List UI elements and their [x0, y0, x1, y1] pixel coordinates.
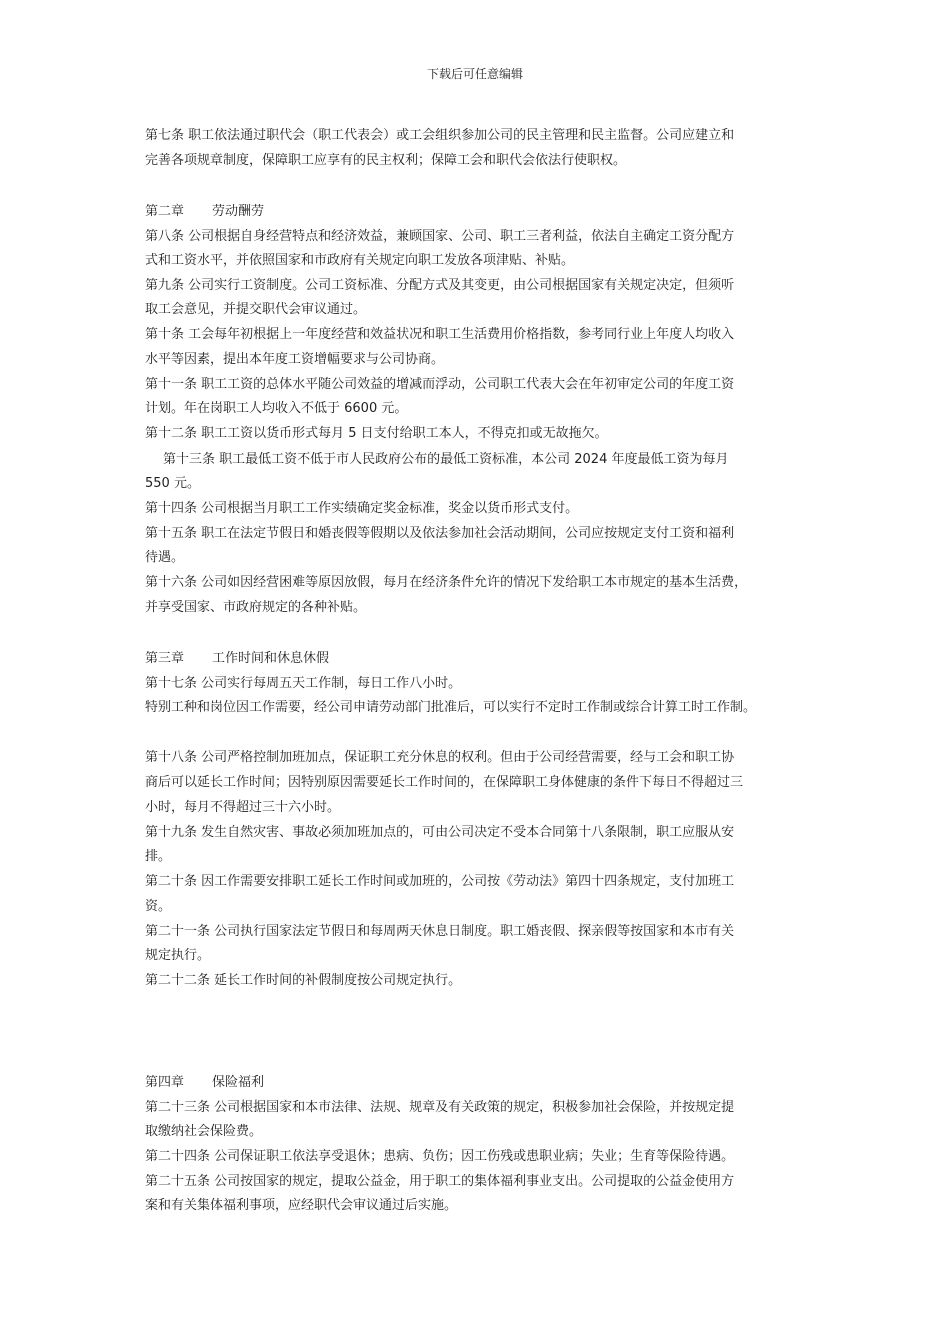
text-line: 第十六条 公司如因经营困难等原因放假，每月在经济条件允许的情况下发给职工本市规定的基本生活费，	[145, 575, 748, 590]
text-line: 计划。年在岗职工人均收入不低于 6600 元。	[145, 401, 408, 416]
text-line: 第二十一条 公司执行国家法定节假日和每周两天休息日制度。职工婚丧假、探亲假等按国家和本市有关	[145, 924, 735, 939]
text-line: 案和有关集体福利事项，应经职代会审议通过后实施。	[145, 1198, 458, 1213]
text-line: 资。	[145, 899, 172, 914]
text-line: 第二十二条 延长工作时间的补假制度按公司规定执行。	[145, 973, 462, 988]
chapter-title: 劳动酬劳	[212, 204, 265, 219]
page-header: 下载后可任意编辑	[426, 67, 523, 81]
text-line: 第十九条 发生自然灾害、事故必须加班加点的，可由公司决定不受本合同第十八条限制，职工应服从安	[145, 825, 735, 840]
text-line: 完善各项规章制度，保障职工应享有的民主权利；保障工会和职代会依法行使职权。	[145, 153, 627, 168]
text-line: 第十四条 公司根据当月职工工作实绩确定奖金标准，奖金以货币形式支付。	[145, 501, 579, 516]
text-line: 取工会意见，并提交职代会审议通过。	[145, 302, 367, 317]
text-line: 第二十五条 公司按国家的规定，提取公益金，用于职工的集体福利事业支出。公司提取的公益金使用方	[145, 1174, 735, 1189]
chapter-number: 第二章	[145, 204, 185, 219]
chapter-heading	[145, 1074, 264, 1092]
text-line: 第十三条 职工最低工资不低于市人民政府公布的最低工资标准，本公司 2024 年度最低工资为每月	[163, 452, 729, 467]
text-line: 并享受国家、市政府规定的各种补贴。	[145, 600, 367, 615]
text-line: 550 元。	[145, 476, 200, 491]
text-line: 第九条 公司实行工资制度。公司工资标准、分配方式及其变更，由公司根据国家有关规定决定，但须听	[145, 278, 735, 293]
chapter-number: 第四章	[145, 1075, 185, 1090]
text-line: 第十二条 职工工资以货币形式每月 5 日支付给职工本人，不得克扣或无故拖欠。	[145, 426, 608, 441]
text-line: 第二十三条 公司根据国家和本市法律、法规、规章及有关政策的规定，积极参加社会保险，并按规定提	[145, 1100, 735, 1115]
chapter-heading	[145, 650, 329, 668]
text-line: 待遇。	[145, 550, 185, 565]
text-line: 商后可以延长工作时间；因特别原因需要延长工作时间的，在保障职工身体健康的条件下每日不得超过三	[145, 775, 744, 790]
text-line: 第二十条 因工作需要安排职工延长工作时间或加班的，公司按《劳动法》第四十四条规定，支付加班工	[145, 874, 735, 889]
text-line: 第十七条 公司实行每周五天工作制，每日工作八小时。	[145, 676, 462, 691]
text-line: 水平等因素，提出本年度工资增幅要求与公司协商。	[145, 352, 445, 367]
chapter-number: 第三章	[145, 651, 185, 666]
text-line: 第十八条 公司严格控制加班加点，保证职工充分休息的权利。但由于公司经营需要，经与工会和职工协	[145, 750, 735, 765]
text-line: 规定执行。	[145, 948, 211, 963]
text-line: 小时，每月不得超过三十六小时。	[145, 800, 341, 815]
text-line: 第七条 职工依法通过职代会（职工代表会）或工会组织参加公司的民主管理和民主监督。公司应建立和	[145, 128, 735, 143]
chapter-title: 工作时间和休息休假	[212, 651, 330, 666]
text-line: 第十一条 职工工资的总体水平随公司效益的增减而浮动，公司职工代表大会在年初审定公司的年度工资	[145, 377, 735, 392]
text-line: 取缴纳社会保险费。	[145, 1124, 263, 1139]
text-line: 第十条 工会每年初根据上一年度经营和效益状况和职工生活费用价格指数，参考同行业上年度人均收入	[145, 327, 735, 342]
chapter-heading	[145, 203, 264, 221]
text-line: 排。	[145, 849, 172, 864]
text-line: 第十五条 职工在法定节假日和婚丧假等假期以及依法参加社会活动期间，公司应按规定支付工资和福利	[145, 526, 735, 541]
text-line: 第八条 公司根据自身经营特点和经济效益，兼顾国家、公司、职工三者利益，依法自主确定工资分配方	[145, 229, 735, 244]
chapter-title: 保险福利	[212, 1075, 265, 1090]
text-line: 式和工资水平，并依照国家和市政府有关规定向职工发放各项津贴、补贴。	[145, 253, 575, 268]
text-line: 特别工种和岗位因工作需要，经公司申请劳动部门批准后，可以实行不定时工作制或综合计算工时工作制。	[145, 700, 757, 715]
text-line: 第二十四条 公司保证职工依法享受退休；患病、负伤；因工伤残或患职业病；失业；生育等保险待遇。	[145, 1149, 735, 1164]
